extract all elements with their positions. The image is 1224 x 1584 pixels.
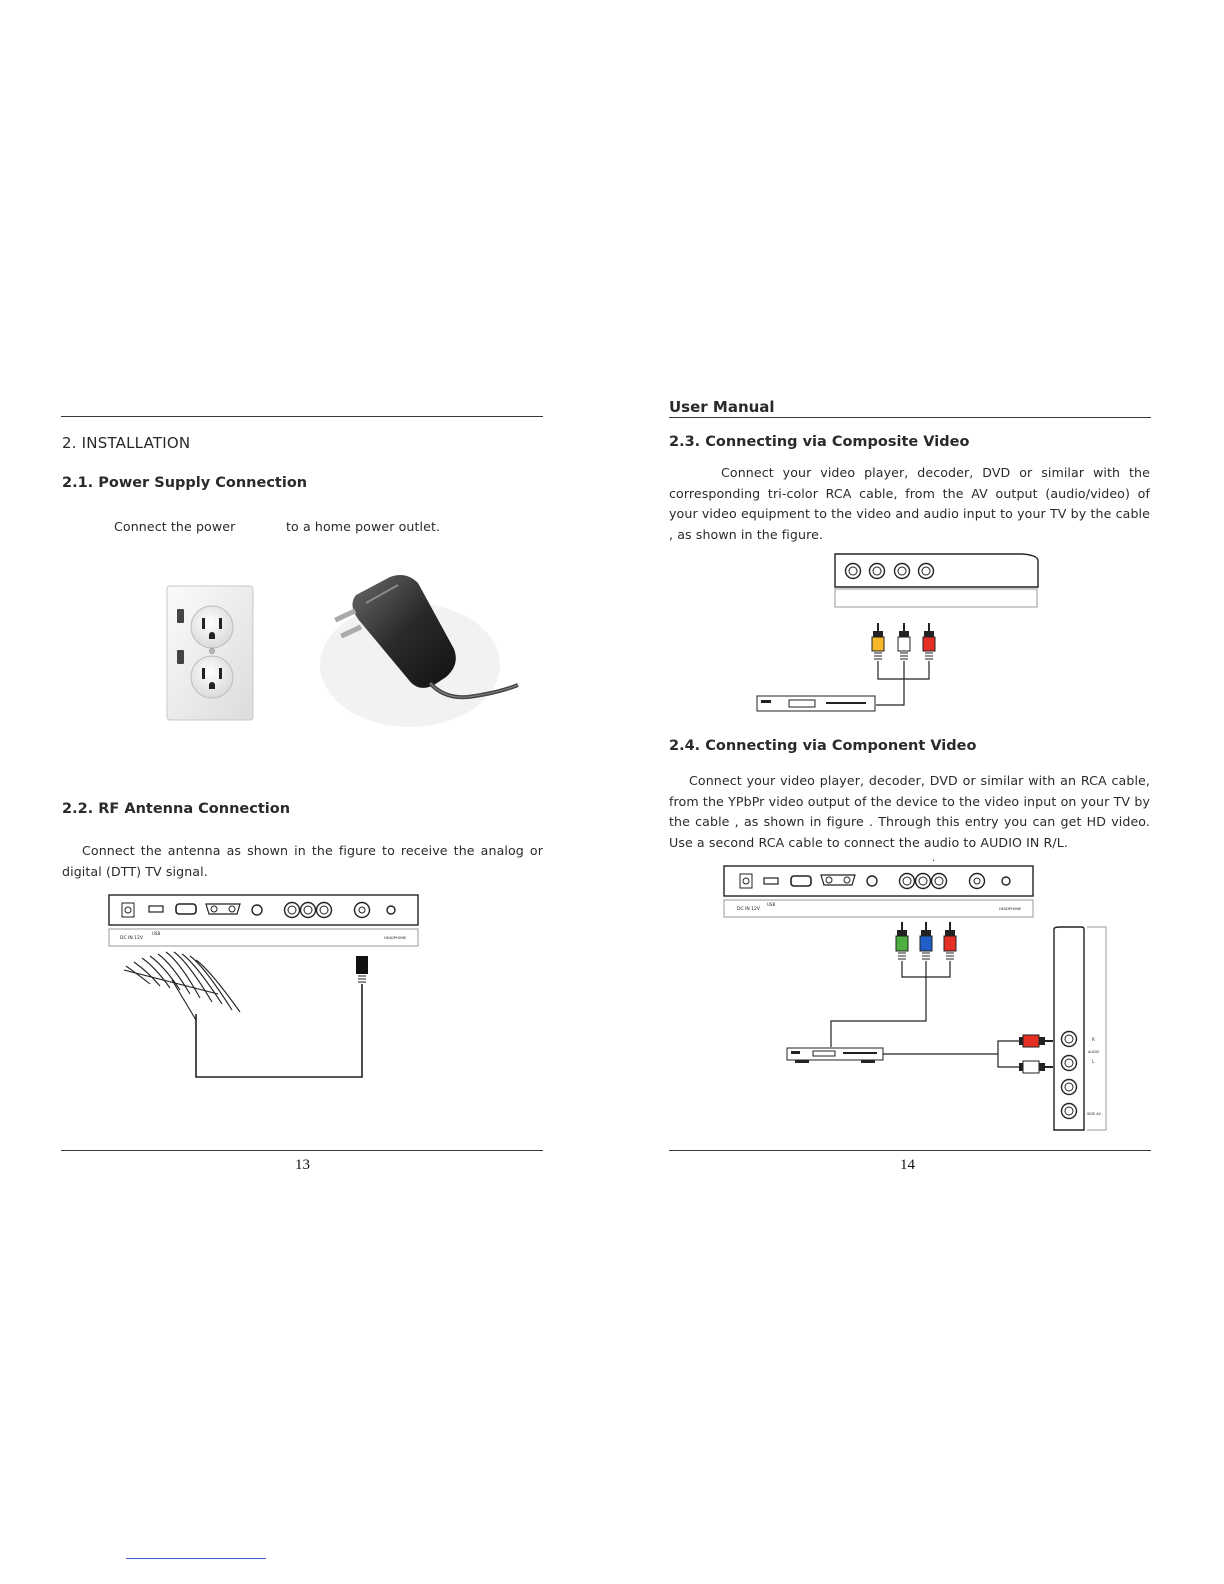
power-text-part1: Connect the power xyxy=(114,519,236,534)
side-label-l: L xyxy=(1092,1059,1095,1064)
panel-label-usb: USB xyxy=(152,931,161,936)
header-title: User Manual xyxy=(669,398,775,416)
panel-label-dc: DC IN 12V xyxy=(120,936,143,941)
heading-power-supply: 2.1. Power Supply Connection xyxy=(62,475,308,491)
tv-back-panel xyxy=(109,895,418,946)
right-page-number: 14 xyxy=(900,1157,915,1173)
panel2-label-headphone: HEADPHONE xyxy=(999,907,1022,911)
component-plug-blue xyxy=(920,922,932,959)
component-plug-red xyxy=(944,922,956,959)
heading-component-video: 2.4. Connecting via Component Video xyxy=(669,738,977,754)
left-page-number: 13 xyxy=(295,1157,310,1173)
side-label-bottom: SIDE AV xyxy=(1087,1112,1101,1116)
right-bottom-rule xyxy=(669,1150,1151,1151)
rca-plug-white xyxy=(898,623,910,659)
antenna-cable xyxy=(196,956,368,1077)
heading-composite-video: 2.3. Connecting via Composite Video xyxy=(669,434,970,450)
side-label-r: R xyxy=(1092,1037,1095,1042)
left-bottom-rule xyxy=(61,1150,543,1151)
dvd-player-icon-2 xyxy=(787,1048,883,1063)
component-video-text: Connect your video player, decoder, DVD or similar with an RCA cable, from the YPbPr video output of the device to the video input on your TV by the cable , as shown in figure . Through this entry you can get HD video. Use a second RCA cable to connect the audio to AUDIO IN R/L. xyxy=(669,773,1150,850)
dvd-player-icon xyxy=(757,696,875,711)
rca-plug-red xyxy=(923,623,935,659)
panel-label-headphone: HEADPHONE xyxy=(384,936,407,940)
tv-back-panel-2 xyxy=(724,866,1033,917)
panel2-label-dc: DC IN 12V xyxy=(737,907,760,912)
antenna-icon xyxy=(124,952,240,1020)
power-text-part2: to a home power outlet. xyxy=(286,519,441,534)
section-title: 2. INSTALLATION xyxy=(62,434,191,452)
heading-rf-antenna: 2.2. RF Antenna Connection xyxy=(62,801,291,817)
footer-link-line xyxy=(126,1558,266,1559)
side-label-audio: AUDIO xyxy=(1088,1050,1100,1054)
rca-plug-yellow xyxy=(872,623,884,659)
audio-plug-white xyxy=(1019,1061,1053,1073)
component-plug-green xyxy=(896,922,908,959)
right-top-rule xyxy=(669,417,1151,418)
component-connection-diagram xyxy=(723,865,1109,1133)
audio-plug-red xyxy=(1019,1035,1053,1047)
power-adapter-image xyxy=(318,573,524,733)
stray-dot: . xyxy=(932,853,936,864)
rf-antenna-text: Connect the antenna as shown in the figure to receive the analog or digital (DTT) TV signal. xyxy=(62,843,543,879)
left-top-rule xyxy=(61,416,543,417)
composite-connection-diagram xyxy=(756,553,1040,713)
panel2-label-usb: USB xyxy=(767,902,776,907)
tv-side-panel xyxy=(1054,927,1106,1130)
rf-connection-diagram xyxy=(108,894,420,1080)
wall-outlet-image xyxy=(166,585,254,721)
composite-video-text: Connect your video player, decoder, DVD or similar with the corresponding tri-color RCA cable, from the AV output (audio/video) of your video equipment to the video and audio input to your TV by the cable , as shown in the figure. xyxy=(669,465,1150,542)
